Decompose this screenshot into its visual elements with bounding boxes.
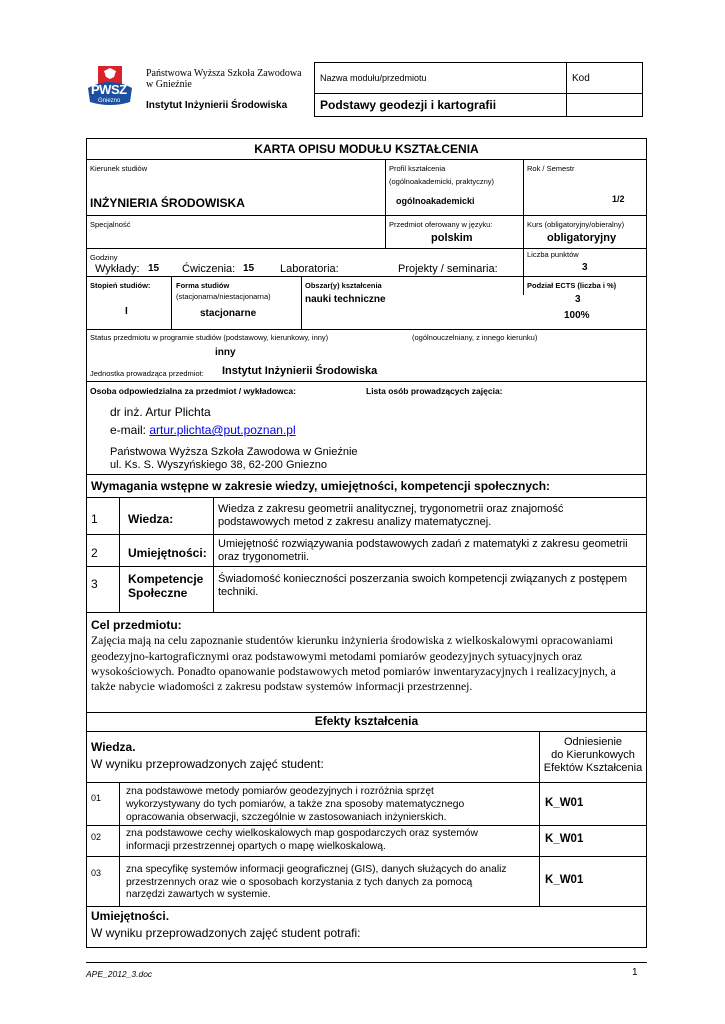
req-2-text-2: oraz trygonometrii. <box>218 551 310 563</box>
logo-text: PWSZ <box>91 82 127 97</box>
goal-line-3: wysokościowych. Ponadto opanowanie podstawowych metod pomiarów inwentaryzacyjnych i realizacyjnych, a <box>91 665 616 678</box>
footer-page-number: 1 <box>632 967 638 978</box>
ects-label: Podział ECTS (liczba i %) <box>527 281 617 290</box>
profile-label-sub: (ogólnoakademicki, praktyczny) <box>389 177 495 186</box>
skills-subtitle: W wyniku przeprowadzonych zajęć student potrafi: <box>91 926 361 940</box>
reference-header-1: Odniesienie <box>563 736 623 748</box>
code-label: Kod <box>572 73 590 84</box>
req-1-num: 1 <box>91 512 98 526</box>
address-line2: ul. Ks. S. Wyszyńskiego 38, 62-200 Gniezno <box>110 459 327 471</box>
outcome-2-ref: K_W01 <box>545 833 584 845</box>
outcome-3-ref: K_W01 <box>545 874 584 886</box>
goal-line-4: także nabycie wiadomości z zakresu podstaw systemów informacji przestrzennej. <box>91 680 473 693</box>
req-3-num: 3 <box>91 577 98 591</box>
req-1-name: Wiedza: <box>128 512 174 526</box>
req-3-name-1: Kompetencje <box>128 572 204 586</box>
ects-value: 3 <box>575 294 581 305</box>
requirements-title: Wymagania wstępne w zakresie wiedzy, umiejętności, kompetencji społecznych: <box>91 479 551 493</box>
ects-percent: 100% <box>564 310 590 321</box>
year-value: 1/2 <box>612 194 625 204</box>
unit-label: Jednostka prowadząca przedmiot: <box>90 369 204 378</box>
req-3-text-2: techniki. <box>218 586 259 598</box>
language-value: polskim <box>431 232 473 244</box>
outcome-3-line-3: narzędzi zawartych w systemie. <box>126 889 271 900</box>
req-1-text-2: podstawowych metod z zakresu analizy matematycznej. <box>218 516 492 528</box>
footer-filename: APE_2012_3.doc <box>86 969 153 979</box>
req-1-text-1: Wiedza z zakresu geometrii analitycznej, trygonometrii oraz znajomość <box>218 503 564 515</box>
area-value: nauki techniczne <box>305 294 386 305</box>
lectures-label: Wykłady: <box>95 263 140 275</box>
course-value: obligatoryjny <box>547 232 617 244</box>
knowledge-subtitle: W wyniku przeprowadzonych zajęć student: <box>91 757 324 771</box>
goal-line-2: geodezyjno-kartograficznymi oraz podstawowymi metodami pomiarów geodezyjnych sytuacyjnych oraz <box>91 650 583 663</box>
points-value: 3 <box>582 262 588 273</box>
req-2-text-1: Umiejętność rozwiązywania podstawowych zadań z matematyki z zakresu geometrii <box>218 538 628 550</box>
profile-value: ogólnoakademicki <box>396 196 475 206</box>
outcome-2-line-2: informacji przestrzennej opartych o mapę wielkoskalową. <box>126 841 386 852</box>
email-link[interactable]: artur.plichta@put.poznan.pl <box>149 423 296 437</box>
req-2-name: Umiejętności: <box>128 546 207 560</box>
logo-subtext: Gniezno <box>98 98 121 104</box>
responsible-label: Osoba odpowiedzialna za przedmiot / wykładowca: <box>90 386 296 396</box>
outcomes-title: Efekty kształcenia <box>314 714 419 728</box>
field-label: Kierunek studiów <box>90 164 148 173</box>
email-label: e-mail: <box>110 423 150 437</box>
knowledge-title: Wiedza. <box>91 740 136 754</box>
profile-label: Profil kształcenia <box>389 164 446 173</box>
outcome-1-line-3: opracowania obserwacji, szczególnie w zastosowaniach inżynierskich. <box>126 812 447 823</box>
degree-value: I <box>125 306 128 317</box>
reference-header-3: Efektów Kształcenia <box>543 762 643 774</box>
outcome-1-line-1: zna podstawowe metody pomiarów geodezyjnych i rozróżnia sprzęt <box>126 786 434 797</box>
reference-header-2: do Kierunkowych <box>551 749 635 761</box>
exercises-label: Ćwiczenia: <box>182 263 236 275</box>
email-row <box>110 423 296 437</box>
course-label: Kurs (obligatoryjny/obieralny) <box>527 220 625 229</box>
form-sublabel: (stacjonarna/niestacjonarna) <box>176 292 271 301</box>
hours-label: Godziny <box>90 253 118 262</box>
form-label: Forma studiów <box>176 281 230 290</box>
status-value: inny <box>215 347 236 358</box>
module-name: Podstawy geodezji i kartografii <box>320 98 497 112</box>
projects-label: Projekty / seminaria: <box>398 263 498 275</box>
req-3-text-1: Świadomość konieczności poszerzania swoich kompetencji związanych z postępem <box>218 573 628 585</box>
field-value: INŻYNIERIA ŚRODOWISKA <box>90 196 245 210</box>
skills-title: Umiejętności. <box>91 909 170 923</box>
school-name-line1: Państwowa Wyższa Szkoła Zawodowa <box>146 68 302 79</box>
teachers-label: Lista osób prowadzących zajęcia: <box>366 386 503 396</box>
outcome-2-line-1: zna podstawowe cechy wielkoskalowych map gospodarczych oraz systemów <box>126 828 478 839</box>
lectures-value: 15 <box>148 263 160 274</box>
status-label-sub: (ogólnouczelniany, z innego kierunku) <box>412 333 538 342</box>
language-label: Przedmiot oferowany w języku: <box>389 220 493 229</box>
goal-line-1: Zajęcia mają na celu zapoznanie studentów kierunku inżynieria środowiska z wielkoskalowymi opracowaniami <box>91 634 614 647</box>
status-label: Status przedmiotu w programie studiów (podstawowy, kierunkowy, inny) <box>90 333 329 342</box>
exercises-value: 15 <box>243 263 255 274</box>
school-logo <box>84 62 136 108</box>
specialty-label: Specjalność <box>90 220 131 229</box>
outcome-2-num: 02 <box>91 832 102 842</box>
header-institute: Instytut Inżynierii Środowiska <box>146 100 288 111</box>
form-value: stacjonarne <box>200 308 257 319</box>
points-label: Liczba punktów <box>527 250 579 259</box>
teacher-name: dr inż. Artur Plichta <box>110 405 211 419</box>
area-label: Obszar(y) kształcenia <box>305 281 382 290</box>
outcome-3-line-1: zna specyfikę systemów informacji geograficznej (GIS), danych służących do analiz <box>126 864 507 875</box>
address-line1: Państwowa Wyższa Szkoła Zawodowa w Gnieźnie <box>110 446 358 458</box>
degree-label: Stopień studiów: <box>90 281 151 290</box>
outcome-1-ref: K_W01 <box>545 797 584 809</box>
outcome-1-num: 01 <box>91 793 102 803</box>
req-3-name-2: Społeczne <box>128 586 188 600</box>
outcome-1-line-2: wykorzystywany do tych pomiarów, a także zna sposoby matematycznego <box>126 799 465 810</box>
outcome-3-num: 03 <box>91 868 102 878</box>
unit-value: Instytut Inżynierii Środowiska <box>222 365 378 377</box>
card-title: KARTA OPISU MODUŁU KSZTAŁCENIA <box>254 142 479 156</box>
lab-label: Laboratoria: <box>280 263 339 275</box>
outcome-3-line-2: przestrzennych oraz wie o sposobach korzystania z tych danych za pomocą <box>126 877 473 888</box>
goal-title: Cel przedmiotu: <box>91 618 182 632</box>
year-label: Rok / Semestr <box>527 164 575 173</box>
module-name-label: Nazwa modułu/przedmiotu <box>320 73 427 83</box>
req-2-num: 2 <box>91 546 98 560</box>
school-name-line2: w Gnieźnie <box>146 79 192 90</box>
